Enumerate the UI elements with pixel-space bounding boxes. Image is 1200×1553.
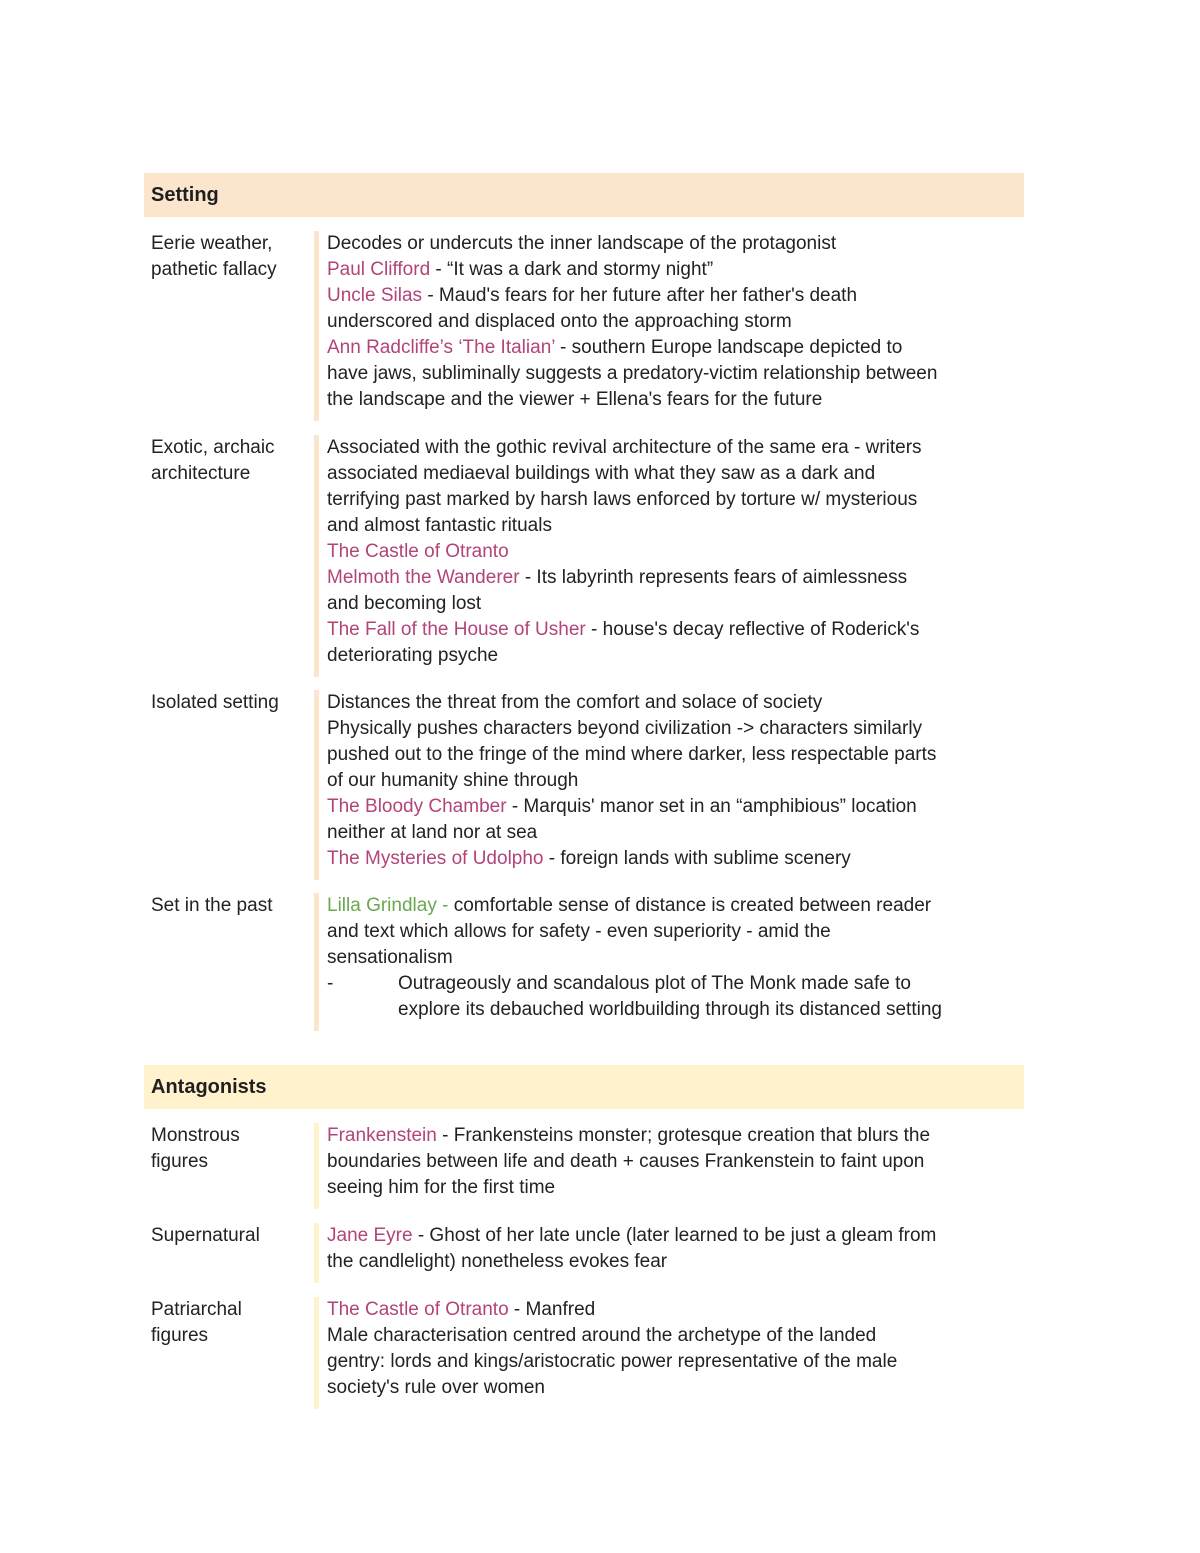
row-divider: [314, 893, 319, 1031]
row-content: Jane Eyre - Ghost of her late uncle (later learned to be just a gleam from the candlelight) nonetheless evokes fear: [327, 1225, 937, 1272]
antagonists-header: Antagonists: [144, 1065, 1024, 1109]
text-title: The Castle of Otranto: [327, 1299, 509, 1320]
text-title: The Bloody Chamber: [327, 796, 507, 817]
row-label: Exotic, archaic architecture: [151, 437, 275, 484]
list-item: - Outrageously and scandalous plot of The Monk made safe to: [327, 971, 1017, 997]
text-title: The Castle of Otranto: [327, 541, 509, 562]
text-title: Paul Clifford: [327, 259, 431, 280]
row-label: Eerie weather, pathetic fallacy: [151, 233, 277, 280]
row-content: Associated with the gothic revival architecture of the same era - writers associated mediaeval buildings with what they saw as a dark and terrifying past marked by harsh laws enforced by torture w/ mysterious and almost fantastic rituals The Castle of Otranto Melmoth the Wanderer - Its labyrinth represents fears of aimlessness and becoming lost The Fall of the House of Usher - house's decay reflective of Roderick's deteriorating psyche: [327, 437, 922, 666]
setting-row-past: [144, 893, 1024, 1031]
setting-row-isolated: [144, 690, 1024, 880]
text-title: Melmoth the Wanderer: [327, 567, 520, 588]
text-title: Lilla Grindlay -: [327, 895, 449, 916]
row-content: Lilla Grindlay - comfortable sense of distance is created between reader and text which allows for safety - even superiority - amid the sensationalism - Outrageously and scandalous plot of The Monk made safe to explore its debauched worldbuilding through its distanced setting: [327, 893, 1017, 1023]
row-divider: [314, 1123, 319, 1209]
bullet-dash: -: [327, 973, 334, 994]
row-divider: [314, 690, 319, 880]
setting-row-architecture: [144, 435, 1024, 677]
text-title: Jane Eyre: [327, 1225, 413, 1246]
row-label: Supernatural: [151, 1225, 260, 1246]
text-title: Ann Radcliffe’s ‘The Italian’: [327, 337, 555, 358]
antagonists-row-monstrous: [144, 1123, 1024, 1209]
row-label: Monstrous figures: [151, 1125, 240, 1172]
row-label: Set in the past: [151, 895, 273, 916]
row-divider: [314, 1223, 319, 1283]
setting-row-weather: [144, 231, 1024, 421]
text-title: The Fall of the House of Usher: [327, 619, 586, 640]
setting-section: [144, 173, 1024, 1020]
row-content: The Castle of Otranto - Manfred Male characterisation centred around the archetype of the landed gentry: lords and kings/aristocratic power representative of the male society's rule over women: [327, 1299, 898, 1398]
antagonists-row-patriarchal: [144, 1297, 1024, 1409]
row-label: Patriarchal figures: [151, 1299, 242, 1346]
row-divider: [314, 231, 319, 421]
row-content: Distances the threat from the comfort and solace of society Physically pushes characters beyond civilization -> characters similarly pushed out to the fringe of the mind where darker, less respectable parts of our humanity shine through The Bloody Chamber - Marquis' manor set in an “amphibious” location neither at land nor at sea The Mysteries of Udolpho - foreign lands with sublime scenery: [327, 692, 937, 869]
antagonists-row-supernatural: [144, 1223, 1024, 1283]
row-content: Decodes or undercuts the inner landscape of the protagonist Paul Clifford - “It was a dark and stormy night” Uncle Silas - Maud's fears for her future after her father's death underscored and displaced onto the approaching storm Ann Radcliffe’s ‘The Italian’ - southern Europe landscape depicted to have jaws, subliminally suggests a predatory-victim relationship between the landscape and the viewer + Ellena's fears for the future: [327, 233, 938, 410]
text-title: Uncle Silas: [327, 285, 423, 306]
setting-header: Setting: [144, 173, 1024, 217]
row-content: Frankenstein - Frankensteins monster; grotesque creation that blurs the boundaries between life and death + causes Frankenstein to faint upon seeing him for the first time: [327, 1125, 931, 1198]
row-divider: [314, 1297, 319, 1409]
row-label: Isolated setting: [151, 692, 279, 713]
row-divider: [314, 435, 319, 677]
text-title: The Mysteries of Udolpho: [327, 848, 544, 869]
antagonists-section: [144, 1065, 1024, 1398]
text-title: Frankenstein: [327, 1125, 437, 1146]
